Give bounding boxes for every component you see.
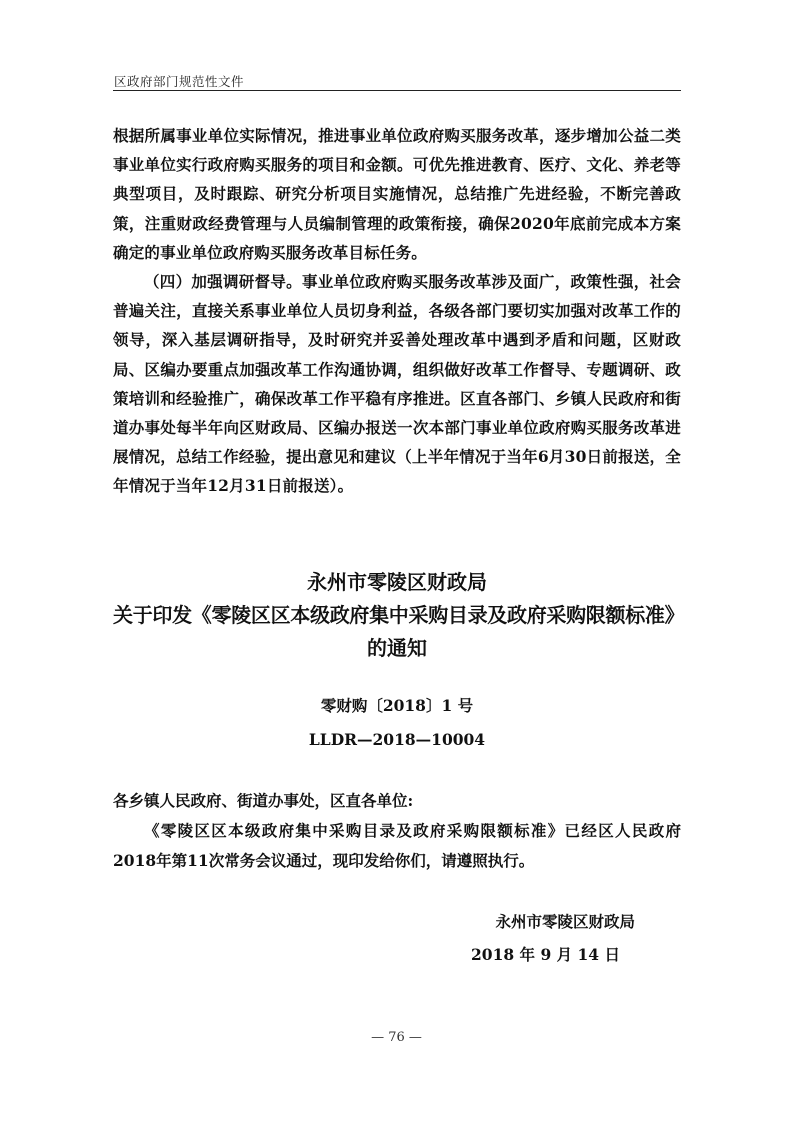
signature-block (440, 905, 660, 971)
header-text: 区政府部门规范性文件 (114, 74, 245, 89)
notice-body: 《零陵区区本级政府集中采购目录及政府采购限额标准》已经区人民政府2018年第11次常务会议通过，现印发给你们，请遵照执行。 (113, 821, 681, 870)
previous-paragraph-continued: 根据所属事业单位实际情况，推进事业单位政府购买服务改革，逐步增加公益二类事业单位实行政府购买服务的项目和金额。可优先推进教育、医疗、文化、养老等典型项目，及时跟踪、研究分析项目实施情况，总结推广先进经验，不断完善政策，注重财政经费管理与人员编制管理的政策衔接，确保2020年底前完成本方案确定的事业单位政府购买服务改革目标任务。 (113, 126, 681, 262)
notice-title-subject: 关于印发《零陵区区本级政府集中采购目录及政府采购限额标准》 (113, 603, 685, 627)
notice-title-issuer: 永州市零陵区财政局 (307, 570, 487, 594)
document-number: 零财购〔2018〕1 号 (320, 696, 474, 715)
signature-organization: 永州市零陵区财政局 (495, 912, 635, 931)
salutation: 各乡镇人民政府、街道办事处，区直各单位: (113, 791, 414, 810)
previous-paragraph-4: （四）加强调研督导。事业单位政府购买服务改革涉及面广，政策性强，社会普遍关注，直接关系事业单位人员切身利益，各级各部门要切实加强对改革工作的领导，深入基层调研指导，及时研究并妥善处理改革中遇到矛盾和问题，区财政局、区编办要重点加强改革工作沟通协调，组织做好改革工作督导、专题调研、政策培训和经验推广，确保改革工作平稳有序推进。区直各部门、乡镇人民政府和街道办事处每半年向区财政局、区编办报送一次本部门事业单位政府购买服务改革进展情况，总结工作经验，提出意见和建议（上半年情况于当年6月30日前报送，全年情况于当年12月31日前报送）。 (113, 272, 681, 496)
document-registration-code: LLDR—2018—10004 (308, 730, 486, 749)
signature-date: 2018 年 9 月 14 日 (471, 945, 620, 964)
page-header (113, 68, 681, 91)
page-number: — 76 — (371, 1030, 422, 1045)
notice-title-suffix: 的通知 (367, 636, 427, 660)
